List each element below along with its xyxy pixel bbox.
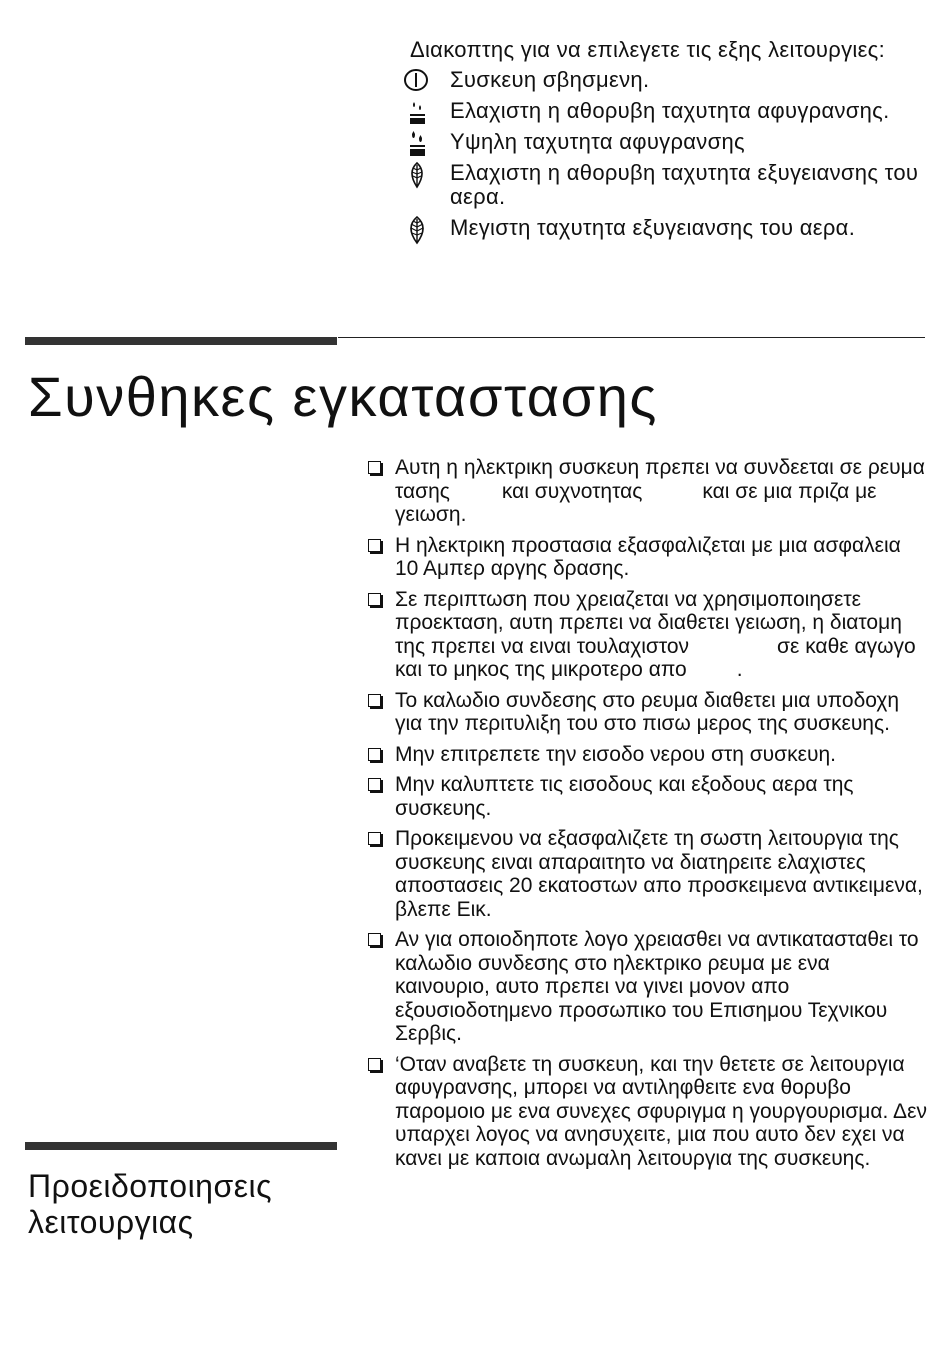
checkbox-bullet-icon: [368, 778, 381, 791]
mode-item-off: [410, 68, 930, 92]
checkbox-bullet-icon: [368, 832, 381, 845]
checkbox-bullet-icon: [368, 748, 381, 761]
low-dehumidify-icon: [402, 98, 432, 128]
mode-label: Μεγιστη ταχυτητα εξυγειανσης του αερα.: [450, 215, 856, 240]
list-item: Το καλωδιο συνδεσης στο ρευμα διαθετει μια υποδοχη για την περιτυλιξη του στο πισω μερος της συσκευης.: [368, 689, 928, 736]
list-item: Μην καλυπτετε τις εισοδους και εξοδους αερα της συσκευης.: [368, 773, 928, 820]
list-item: Μην επιτρεπετε την εισοδο νερου στη συσκευη.: [368, 743, 928, 767]
high-dehumidify-icon: [402, 129, 432, 159]
list-item: Προκειμενου να εξασφαλιζετε τη σωστη λειτουργια της συσκευης ειναι απαραιτητο να διατηρειτε ελαχιστες αποστασεις 20 εκατοστων απο προσκειμενα αντικειμενα, βλεπε Εικ.: [368, 827, 928, 921]
mode-selector-intro: Διακοπτης για να επιλεγετε τις εξης λειτουργιες:: [410, 37, 885, 62]
mode-label: Ελαχιστη η αθορυβη ταχυτητα εξυγειανσης του αερα.: [450, 160, 919, 209]
checkbox-bullet-icon: [368, 539, 381, 552]
mode-label: Ελαχιστη η αθορυβη ταχυτητα αφυγρανσης.: [450, 98, 890, 123]
mode-selector-description: [410, 38, 930, 247]
list-item: Η ηλεκτρικη προστασια εξασφαλιζεται με μια ασφαλεια 10 Αμπερ αργης δρασης.: [368, 534, 928, 581]
installation-conditions-list: [368, 456, 928, 1177]
mode-list: [410, 68, 930, 240]
mode-item-low-dehumidify: [410, 99, 930, 123]
mode-item-low-purify: [410, 161, 930, 209]
low-purify-leaf-icon: [402, 160, 432, 190]
mode-label: Υψηλη ταχυτητα αφυγρανσης: [450, 129, 745, 154]
mode-item-high-dehumidify: [410, 130, 930, 154]
power-off-icon: [402, 67, 432, 97]
checkbox-bullet-icon: [368, 933, 381, 946]
page-title: Συνθηκες εγκαταστασης: [28, 365, 658, 428]
list-item: Αυτη η ηλεκτρικη συσκευη πρεπει να συνδεεται σε ρευμα τασης και συχνοτητας και σε μια πριζα με γειωση.: [368, 456, 928, 527]
checkbox-bullet-icon: [368, 1058, 381, 1071]
warnings-heading: Προειδοποιησεις λειτουργιας: [28, 1168, 273, 1240]
mode-label: Συσκευη σβησμενη.: [450, 67, 650, 92]
checkbox-bullet-icon: [368, 694, 381, 707]
high-purify-leaf-icon: [402, 215, 432, 245]
list-item: Σε περιπτωση που χρειαζεται να χρησιμοποιησετε προεκταση, αυτη πρεπει να διαθετει γειωση, η διατομη της πρεπει να ειναι τουλαχιστον σε καθε αγωγο και το μηκος της μικροτερο απο .: [368, 588, 928, 682]
mode-item-high-purify: [410, 216, 930, 240]
section-divider-bar: [25, 337, 337, 345]
list-item: ‘Οταν αναβετε τη συσκευη, και την θετετε σε λειτουργια αφυγρανσης, μπορει να αντιληφθειτε ενα θορυβο παρομοιο με ενα συνεχες σφυριγμα η γουργουρισμα. Δεν υπαρχει λογος να ανησυχειτε, μια που αυτο δεν εχει να κανει με καποια ανωμαλη λειτουργια της συσκευης.: [368, 1053, 928, 1171]
list-item: Αν για οποιοδηποτε λογο χρειασθει να αντικατασταθει το καλωδιο συνδεσης στο ηλεκτρικο ρευμα με ενα καινουριο, αυτο πρεπει να γινει μονον απο εξουσιοδοτημενο προσωπικο του Επισημου Τεχνικου Σερβις.: [368, 928, 928, 1046]
checkbox-bullet-icon: [368, 593, 381, 606]
checkbox-bullet-icon: [368, 461, 381, 474]
subsection-divider-bar: [25, 1142, 337, 1150]
section-divider-line: [338, 337, 925, 338]
